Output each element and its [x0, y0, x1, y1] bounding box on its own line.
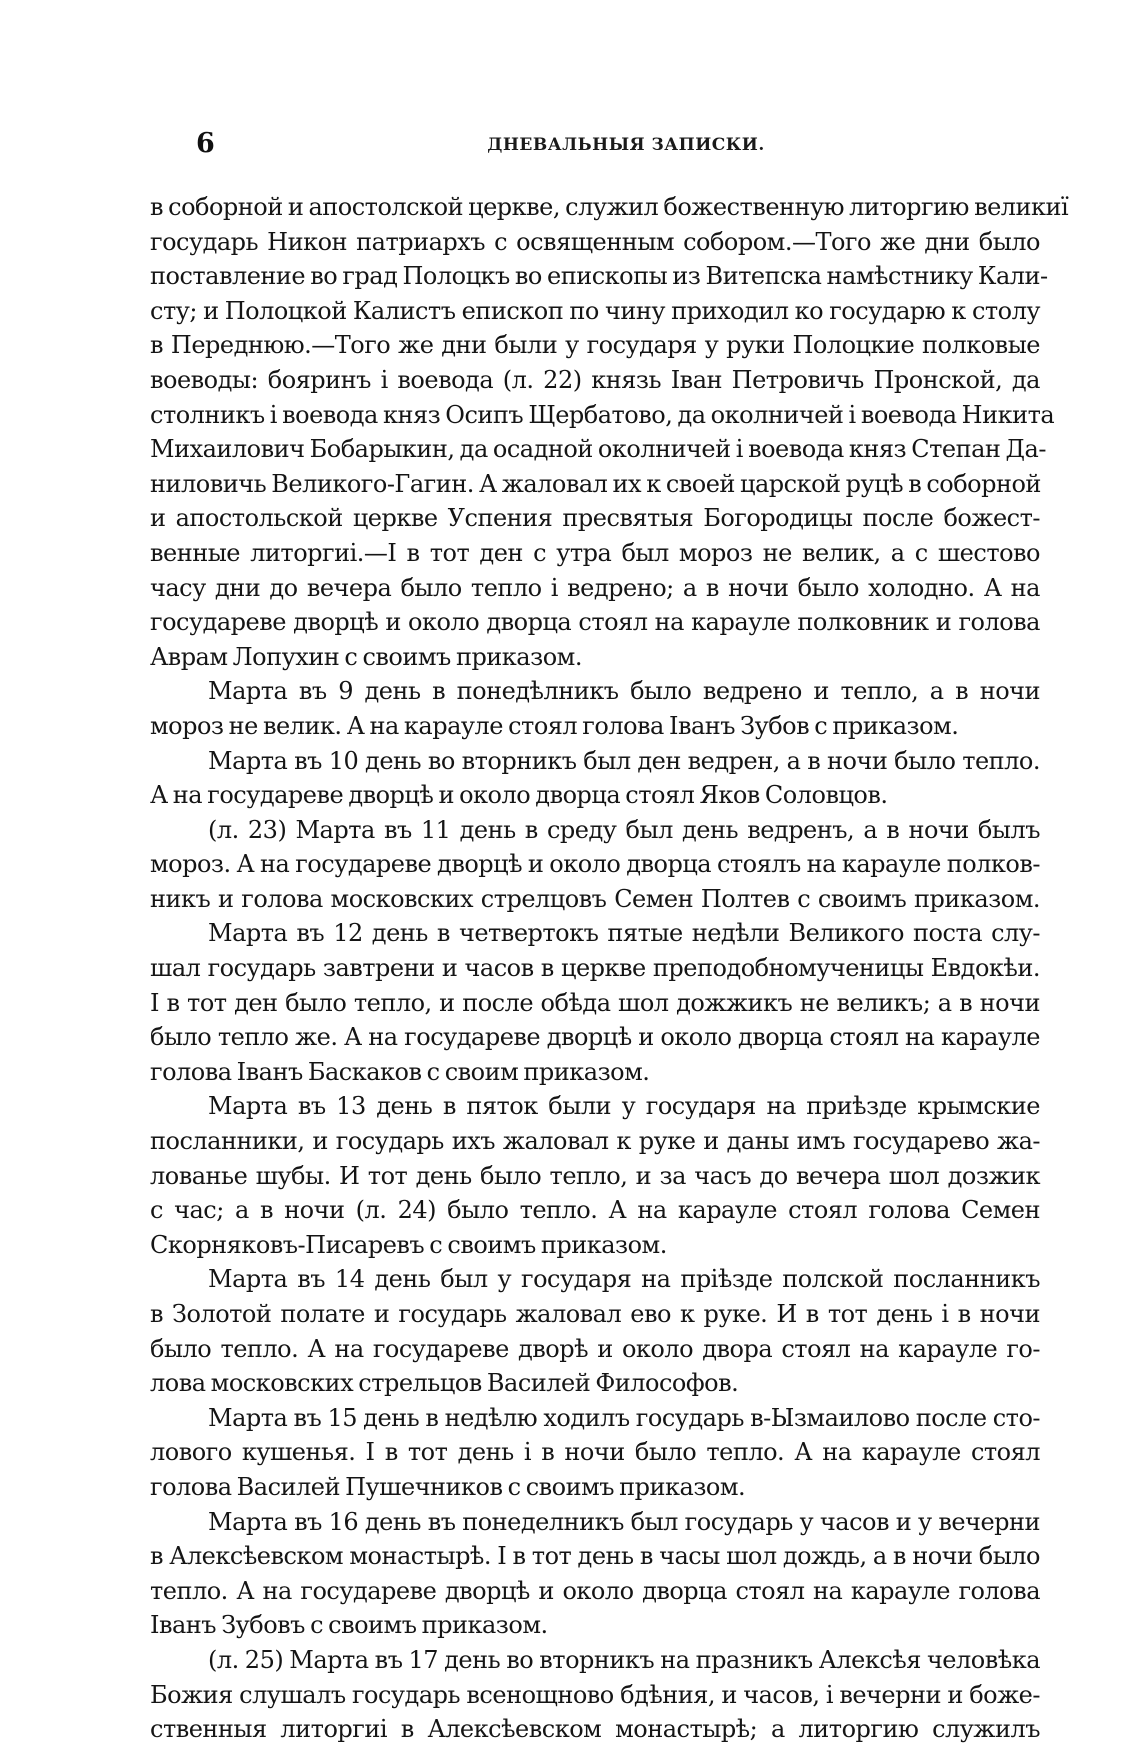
- text-line: ственныя литоргиі в Алексѣевском монастырѣ; а литоргию служилъ: [150, 1715, 1040, 1744]
- text-line: государь Никон патриархъ с освященным собором.—Того же дни было: [150, 227, 1040, 256]
- body-text: [150, 190, 1069, 1747]
- text-line: шал государь завтрени и часов в церкве преподобномученицы Евдокѣи.: [150, 954, 1040, 983]
- running-title: ДНЕВАЛЬНЫЯ ЗАПИСКИ.: [487, 135, 765, 155]
- text-line: государеве дворцѣ и около дворца стоял на карауле полковник и голова: [150, 608, 1040, 637]
- text-line: посланники, и государь ихъ жаловал к руке и даны имъ государево жа-: [150, 1127, 1040, 1156]
- text-line: и апостольской церкве Успения пресвятыя Богородицы после божест-: [150, 504, 1040, 533]
- page-number: 6: [196, 128, 215, 159]
- text-line: Марта въ 9 день в понедѣлникъ было ведрено и тепло, а в ночи: [208, 677, 1040, 706]
- text-line: А на государеве дворцѣ и около дворца стоял Яков Соловцов.: [150, 781, 888, 810]
- text-line: воеводы: бояринъ і воевода (л. 22) князь Іван Петровичь Пронской, да: [150, 365, 1040, 394]
- text-line: (л. 25) Марта въ 17 день во вторникъ на празникъ Алексѣя человѣка: [208, 1645, 1040, 1674]
- text-line: было тепло. А на государеве дворѣ и около двора стоял на карауле го-: [150, 1334, 1040, 1363]
- text-line: часу дни до вечера было тепло і ведрено; а в ночи было холодно. А на: [150, 573, 1040, 602]
- text-line: лова московских стрельцов Василей Философов.: [150, 1369, 739, 1398]
- text-line: лового кушенья. І в тот день і в ночи было тепло. А на карауле стоял: [150, 1438, 1040, 1467]
- text-line: поставление во град Полоцкъ во епископы из Витепска намѣстнику Кали-: [150, 262, 1048, 291]
- text-line: (л. 23) Марта въ 11 день в среду был день ведренъ, а в ночи былъ: [208, 815, 1040, 844]
- text-line: голова Василей Пушечников с своимъ приказом.: [150, 1472, 746, 1501]
- text-line: сту; и Полоцкой Калистъ епископ по чину приходил ко государю к столу: [150, 296, 1040, 325]
- text-line: в Алексѣевском монастырѣ. І в тот день в часы шол дождь, а в ночи было: [150, 1542, 1040, 1571]
- text-line: Марта въ 14 день был у государя на пріѣзде полской посланникъ: [208, 1265, 1040, 1294]
- text-line: Марта въ 16 день въ понеделникъ был государь у часов и у вечерни: [208, 1507, 1040, 1536]
- text-line: столникъ і воевода княз Осипъ Щербатово, да околничей і воевода Никита: [150, 400, 1055, 429]
- text-line: никъ и голова московских стрелцовъ Семен Полтев с своимъ приказом.: [150, 884, 1040, 913]
- text-line: І в тот ден было тепло, и после обѣда шол дожжикъ не великъ; а в ночи: [150, 988, 1040, 1017]
- text-line: Марта въ 13 день в пяток были у государя на приѣзде крымские: [208, 1092, 1040, 1121]
- text-line: тепло. А на государеве дворцѣ и около дворца стоял на карауле голова: [150, 1576, 1040, 1605]
- text-line: в соборной и апостолской церкве, служил божественную литоргию великиї: [150, 193, 1069, 221]
- text-line: Марта въ 10 день во вторникъ был ден ведрен, а в ночи было тепло.: [208, 746, 1040, 775]
- text-line: мороз не велик. А на карауле стоял голова Іванъ Зубов с приказом.: [150, 711, 959, 740]
- text-line: в Переднюю.—Того же дни были у государя у руки Полоцкие полковые: [150, 331, 1040, 360]
- text-line: с час; а в ночи (л. 24) было тепло. А на карауле стоял голова Семен: [150, 1196, 1040, 1225]
- text-line: Аврам Лопухин с своимъ приказом.: [150, 642, 582, 671]
- text-line: венные литоргиі.—І в тот ден с утра был мороз не велик, а с шестово: [150, 538, 1040, 567]
- text-line: голова Іванъ Баскаков с своим приказом.: [150, 1057, 650, 1086]
- text-line: Марта въ 12 день в четвертокъ пятые недѣли Великого поста слу-: [208, 919, 1040, 948]
- text-line: ниловичь Великого-Гагин. А жаловал их к своей царской руцѣ в соборной: [150, 469, 1041, 498]
- text-line: Іванъ Зубовъ с своимъ приказом.: [150, 1611, 548, 1640]
- text-line: Божия слушалъ государь всенощново бдѣния, и часов, і вечерни и боже-: [150, 1680, 1040, 1709]
- text-line: в Золотой полате и государь жаловал ево к руке. И в тот день і в ночи: [150, 1300, 1040, 1328]
- text-line: Скорняковъ-Писаревъ с своимъ приказом.: [150, 1230, 667, 1259]
- running-head: [196, 128, 1056, 168]
- text-line: Марта въ 15 день в недѣлю ходилъ государь в-Ызмаилово после сто-: [208, 1403, 1040, 1432]
- text-line: мороз. А на государеве дворцѣ и около дворца стоялъ на карауле полков-: [150, 850, 1040, 879]
- text-line: лованье шубы. И тот день было тепло, и за часъ до вечера шол дозжик: [150, 1161, 1040, 1190]
- text-line: Михаилович Бобарыкин, да осадной околничей і воевода княз Степан Да-: [150, 435, 1046, 464]
- text-line: было тепло же. А на государеве дворцѣ и около дворца стоял на карауле: [150, 1023, 1040, 1052]
